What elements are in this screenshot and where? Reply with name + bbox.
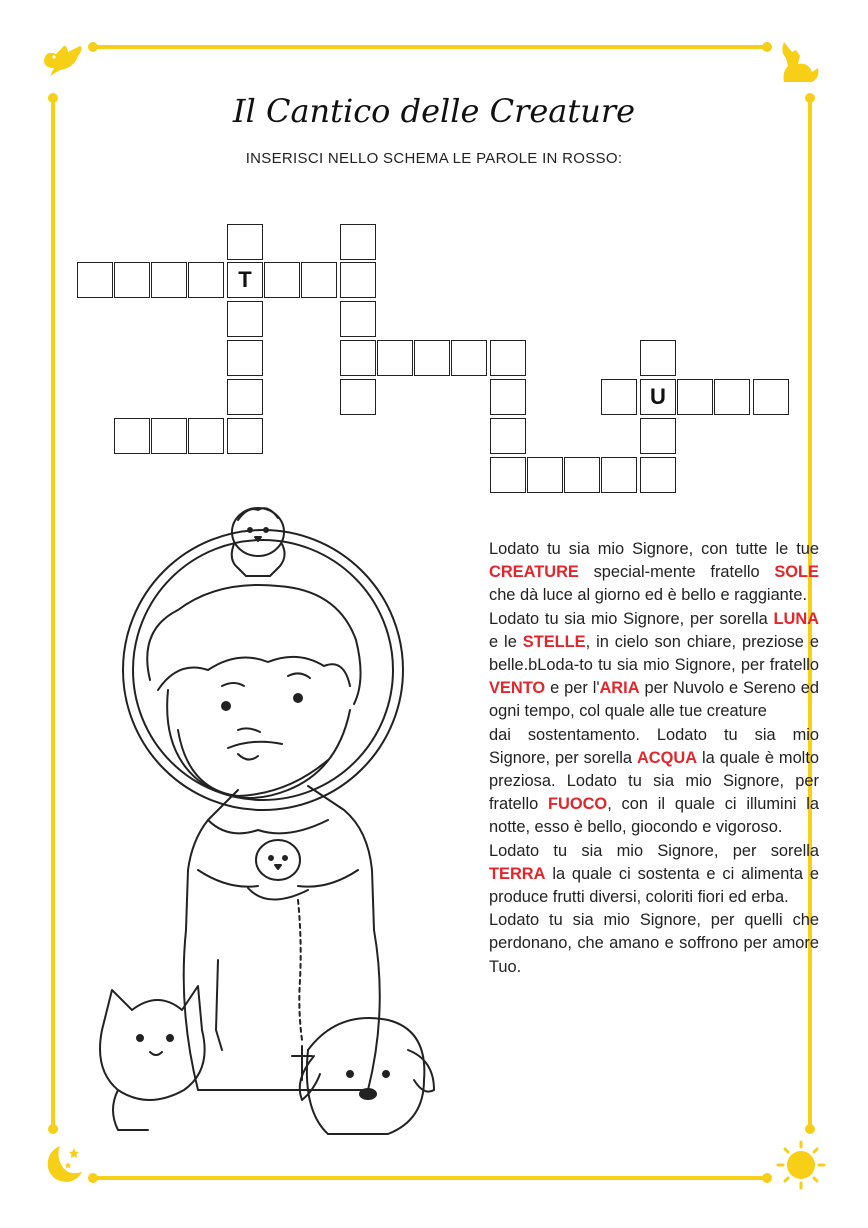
poem-paragraph <box>489 608 819 724</box>
wolf-icon <box>774 38 824 86</box>
poem-paragraph <box>489 909 819 979</box>
crossword-cell-given: T <box>227 262 263 298</box>
poem-paragraph <box>489 724 819 840</box>
page-title: Il Cantico delle Creature <box>232 92 636 130</box>
crossword-cell[interactable] <box>151 262 187 298</box>
highlight-word: ACQUA <box>636 748 698 767</box>
poem-text-run: , con il quale ci illumini la notte, esso è bello, giocondo e vigoroso. <box>489 795 819 837</box>
highlight-word: STELLE <box>522 632 586 651</box>
crossword-cell[interactable] <box>677 379 713 415</box>
border-dot <box>88 42 98 52</box>
poem-text-run: Lodato tu sia mio Signore, per sorella <box>489 841 819 860</box>
poem-text-run: Lodato tu sia mio Signore, per sorella <box>489 609 774 628</box>
bird-icon <box>40 40 88 80</box>
highlight-word: CREATURE <box>489 563 579 582</box>
poem-text-run: per Nuvolo e Sereno ed ogni tempo, col quale alle tue creature <box>489 679 819 721</box>
crossword-cell[interactable] <box>714 379 750 415</box>
saint-francis-illustration <box>88 490 458 1150</box>
crossword-cell[interactable] <box>414 340 450 376</box>
highlight-word: TERRA <box>489 864 546 883</box>
crossword-cell[interactable] <box>490 379 526 415</box>
border-left <box>51 94 55 1126</box>
poem-text-run: Lodato tu sia mio Signore, per quelli che perdonano, che amano e soffrono per amore Tuo. <box>489 911 819 976</box>
crossword-cell[interactable] <box>640 418 676 454</box>
crossword-cell[interactable] <box>564 457 600 493</box>
crossword-cell[interactable] <box>640 340 676 376</box>
highlight-word: SOLE <box>774 563 819 582</box>
moon-icon <box>40 1140 88 1188</box>
border-dot <box>762 1173 772 1183</box>
poem-text-run: , in cielo son chiare, preziose e belle.bLoda-to tu sia mio Signore, per fratello <box>489 632 819 675</box>
crossword-cell[interactable] <box>640 457 676 493</box>
highlight-word: FUOCO <box>548 795 608 814</box>
crossword-cell[interactable] <box>227 418 263 454</box>
poem-paragraph <box>489 840 819 910</box>
crossword-cell[interactable] <box>490 457 526 493</box>
border-dot <box>805 1124 815 1134</box>
poem-text-run: e per l' <box>545 679 600 698</box>
sun-icon <box>776 1140 826 1190</box>
crossword-cell[interactable] <box>114 418 150 454</box>
poem-text-run: la quale è molto preziosa. Lodato tu sia mio Signore, per fratello <box>489 748 819 814</box>
border-bottom <box>95 1176 767 1180</box>
poem-text-run: che dà luce al giorno ed è bello e raggiante. <box>489 586 808 605</box>
crossword-cell[interactable] <box>227 224 263 260</box>
instructions: INSERISCI NELLO SCHEMA LE PAROLE IN ROSSO: <box>245 150 623 167</box>
crossword-cell[interactable] <box>340 262 376 298</box>
poem-text-run: la quale ci sostenta e ci alimenta e produce frutti diversi, coloriti fiori ed erba. <box>489 864 819 907</box>
crossword-cell[interactable] <box>601 379 637 415</box>
border-dot <box>88 1173 98 1183</box>
border-dot <box>48 1124 58 1134</box>
poem-paragraph <box>489 538 819 608</box>
crossword-cell[interactable] <box>451 340 487 376</box>
highlight-word: ARIA <box>599 679 640 698</box>
crossword-cell-given: U <box>640 379 676 415</box>
crossword-cell[interactable] <box>490 418 526 454</box>
crossword-cell[interactable] <box>340 379 376 415</box>
highlight-word: VENTO <box>489 679 546 698</box>
crossword-cell[interactable] <box>188 418 224 454</box>
border-dot <box>762 42 772 52</box>
poem-text-run: Lodato tu sia mio Signore, con tutte le tue <box>489 540 819 558</box>
crossword-cell[interactable] <box>340 224 376 260</box>
crossword-cell[interactable] <box>227 340 263 376</box>
poem-text-run: dai sostentamento. Lodato tu sia mio Signore, per sorella <box>489 725 819 767</box>
crossword-cell[interactable] <box>264 262 300 298</box>
crossword-cell[interactable] <box>340 301 376 337</box>
border-top <box>95 45 765 49</box>
poem-text <box>489 538 819 979</box>
crossword-cell[interactable] <box>114 262 150 298</box>
crossword-cell[interactable] <box>227 379 263 415</box>
crossword-cell[interactable] <box>490 340 526 376</box>
crossword-cell[interactable] <box>377 340 413 376</box>
crossword-cell[interactable] <box>151 418 187 454</box>
crossword-cell[interactable] <box>188 262 224 298</box>
crossword-cell[interactable] <box>340 340 376 376</box>
poem-text-run: e le <box>489 632 523 651</box>
crossword-cell[interactable] <box>77 262 113 298</box>
highlight-word: LUNA <box>773 609 819 628</box>
crossword-cell[interactable] <box>753 379 789 415</box>
crossword-cell[interactable] <box>227 301 263 337</box>
crossword-cell[interactable] <box>601 457 637 493</box>
crossword-cell[interactable] <box>527 457 563 493</box>
poem-text-run: special-mente fratello <box>578 563 775 582</box>
crossword-cell[interactable] <box>301 262 337 298</box>
